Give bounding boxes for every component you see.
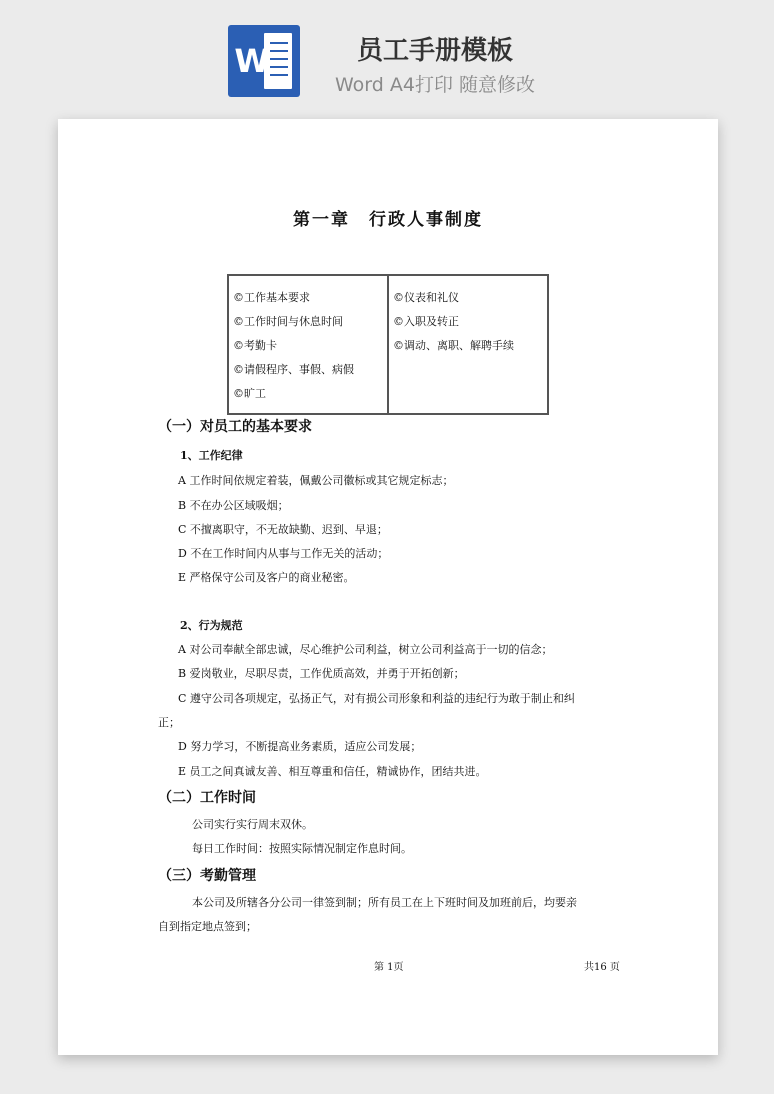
word-icon: [228, 25, 300, 97]
page-total: 共16 页: [584, 962, 620, 973]
subsection-heading: 1、工作纪律: [180, 449, 243, 462]
toc-item: ©旷工: [233, 387, 266, 400]
toc-right-column: [387, 276, 547, 413]
paragraph-line: D 努力学习，不断提高业务素质，适应公司发展；: [178, 740, 422, 753]
subsection-heading: 2、行为规范: [180, 619, 243, 632]
toc-table: [227, 274, 549, 415]
paragraph-line: 正；: [158, 716, 180, 729]
paragraph-line: E 员工之间真诚友善、相互尊重和信任，精诚协作，团结共进。: [178, 765, 487, 778]
banner-title: 员工手册模板: [356, 36, 513, 66]
paragraph-line: E 严格保守公司及客户的商业秘密。: [178, 571, 355, 584]
section-heading: （三）考勤管理: [158, 868, 256, 884]
toc-item: ©工作基本要求: [233, 291, 310, 304]
paragraph-line: B 爱岗敬业，尽职尽责，工作优质高效，并勇于开拓创新；: [178, 667, 465, 680]
paragraph-line: C 遵守公司各项规定，弘扬正气，对有损公司形象和利益的违纪行为敢于制止和纠: [178, 692, 575, 705]
paragraph-line: C 不擅离职守，不无故缺勤、迟到、早退；: [178, 523, 388, 536]
paragraph-line: 自到指定地点签到；: [158, 920, 257, 933]
toc-item: ©考勤卡: [233, 339, 277, 352]
toc-left-column: [229, 276, 387, 413]
banner: [0, 0, 774, 110]
toc-item: ©入职及转正: [393, 315, 459, 328]
paragraph-line: 每日工作时间：按照实际情况制定作息时间。: [192, 842, 412, 855]
toc-item: ©工作时间与休息时间: [233, 315, 343, 328]
section-heading: （二）工作时间: [158, 790, 256, 806]
toc-item: ©请假程序、事假、病假: [233, 363, 354, 376]
toc-item: ©仪表和礼仪: [393, 291, 459, 304]
toc-item: ©调动、离职、解聘手续: [393, 339, 514, 352]
document-page: [58, 119, 718, 1055]
page-number: 第 1页: [374, 962, 404, 973]
word-icon-letter: W: [234, 42, 270, 80]
banner-subtitle: Word A4打印 随意修改: [334, 74, 535, 96]
paragraph-line: D 不在工作时间内从事与工作无关的活动；: [178, 547, 389, 560]
paragraph-line: 公司实行实行周末双休。: [192, 818, 313, 831]
chapter-title: 第一章 行政人事制度: [293, 210, 483, 230]
paragraph-line: 本公司及所辖各分公司一律签到制；所有员工在上下班时间及加班前后，均要亲: [192, 896, 577, 909]
paragraph-line: A 工作时间依规定着装，佩戴公司徽标或其它规定标志；: [178, 474, 454, 487]
paragraph-line: B 不在办公区域吸烟；: [178, 499, 289, 512]
paragraph-line: A 对公司奉献全部忠诚，尽心维护公司利益，树立公司利益高于一切的信念；: [178, 643, 553, 656]
section-heading: （一）对员工的基本要求: [158, 419, 312, 435]
